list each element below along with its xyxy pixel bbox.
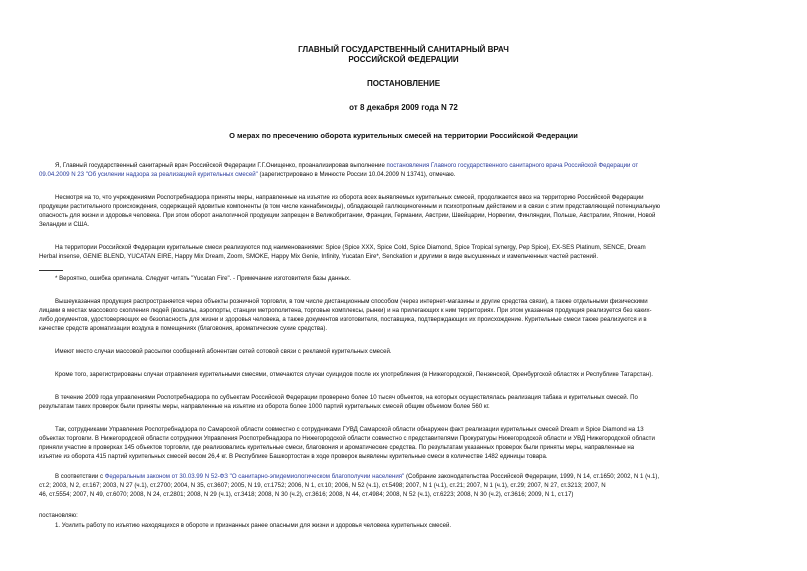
authority-line-2: РОССИЙСКОЙ ФЕДЕРАЦИИ (348, 55, 459, 64)
legal-basis-text: В соответствии с (55, 473, 105, 480)
paragraph-6: Кроме того, зарегистрированы случаи отравления курительными смесями, отмечаются случаи суицидов после их употребления (в Нижегородской, Пензенской, Оренбургской областях и Республике Татарстан). (55, 371, 653, 378)
legal-basis-text: (Собрание законодательства Российской Федерации, 1999, N 14, ст.1650; 2002, N 1 (ч.1), (404, 473, 660, 480)
footnote: * Вероятно, ошибка оригинала. Следует читать "Yucatan Fire". - Примечание изготовителя базы данных. (55, 275, 351, 282)
paragraph-7-line: результатам таких проверок были приняты меры, направленные на изъятие из оборота более 1000 партий курительных смесей общим объемом более 560 кг. (39, 403, 490, 410)
paragraph-4-line: Вышеуказанная продукция распространяется через объекты розничной торговли, в том числе дистанционным способом (через интернет-магазины и другие средства связи), а также отдельными физическими (55, 298, 648, 305)
legal-basis-line: ст.2; 2003, N 2, ст.167; 2003, N 27 (ч.1), ст.2700; 2004, N 35, ст.3607; 2005, N 19, ст.1752; 2006, N 1, ст.10; 2006, N 52 (ч.1), ст.5498; 2007, N 1 (ч.1), ст.21; 2007, N 1 (ч.1), ст.29; 2007, N 27, ст.3213; 2007, N (39, 482, 606, 489)
paragraph-5: Имеют место случаи массовой рассылки сообщений абонентам сетей сотовой связи с рекламой курительных смесей. (55, 348, 392, 355)
paragraph-8-line: приняли участие в проверках 145 объектов торговли, где реализовались курительные смеси, благовония и ароматические средства. По результатам указанных проверок были приняты меры, направленные на (39, 444, 635, 451)
preamble-line-1 (55, 161, 638, 170)
paragraph-8-line: объектах торговли. В Нижегородской области сотрудники Управления Роспотребнадзора по Нижегородской области совместно с представителями Прокуратуры Нижегородской области и УВД Нижегородской области (39, 435, 655, 442)
paragraph-3-line: На территории Российской Федерации курительные смеси реализуются под наименованиями: Spice (Spice XXX, Spice Cold, Spice Diamond, Spice Tropical synergy, Pep Spice), EX-SES Platinum, SENCE, Dream (55, 244, 646, 251)
legal-basis-line: 46, ст.5554; 2007, N 49, ст.6070; 2008, N 24, ст.2801; 2008, N 29 (ч.1), ст.3418; 2008, N 30 (ч.2), ст.3616; 2008, N 44, ст.4984; 2008, N 52 (ч.1), ст.6223; 2008, N 30 (ч.2), ст.3616; 2009, N 1, ст.17) (39, 491, 574, 498)
document-title: О мерах по пресечению оборота курительных смесей на территории Российской Федерации (229, 131, 578, 140)
preamble-line-2 (39, 170, 455, 179)
paragraph-3-line: Herbal insense, GENIE BLEND, YUCATAN EIRE, Happy Mix Dream, Zoom, SMOKE, Happy Mix Genie, Infinity, Yucatan Eire*, Senckation и другими в виде высушенных и измельченных частей растений. (39, 253, 599, 260)
legal-basis-line-1 (55, 472, 659, 481)
paragraph-4-line: качестве средств ароматизации воздуха в помещениях (благовония, ароматические сухие средства). (39, 325, 328, 332)
footnote-separator (39, 270, 63, 271)
paragraph-4-line: либо документов, удостоверяющих ее безопасность для жизни и здоровья человека, а также документов изготовителя, поставщика, подтверждающих их происхождение. Курительные смеси также реализуются и в (39, 316, 647, 323)
paragraph-2-line: Зеландии и США. (39, 221, 90, 228)
preamble-text: Я, Главный государственный санитарный врач Российской Федерации Г.Г.Онищенко, проанализировав выполнение (55, 162, 387, 169)
paragraph-8-line: Так, сотрудниками Управления Роспотребнадзора по Самарской области совместно с сотрудниками ГУВД Самарской области обнаружен факт реализации курительных смесей Dream и Spice Diamond на 13 (55, 426, 644, 433)
authority-line-1: ГЛАВНЫЙ ГОСУДАРСТВЕННЫЙ САНИТАРНЫЙ ВРАЧ (298, 45, 509, 54)
resolution-link-continued[interactable]: 09.04.2009 N 23 "Об усилении надзора за реализацией курительных смесей" (39, 171, 258, 178)
resolution-item-1: 1. Усилить работу по изъятию находящихся в обороте и признанных ранее опасными для жизни и здоровья человека курительных смесей. (55, 522, 452, 529)
federal-law-link[interactable]: Федеральным законом от 30.03.99 N 52-ФЗ "О санитарно-эпидемиологическом благополучии населения" (104, 473, 405, 480)
resolves-label: постановляю: (39, 512, 78, 519)
paragraph-7-line: В течение 2009 года управлениями Роспотребнадзора по субъектам Российской Федерации проверено более 10 тысяч объектов, на которых осуществлялась реализация табака и курительных смесей. По (55, 394, 638, 401)
document-date: от 8 декабря 2009 года N 72 (349, 103, 458, 112)
paragraph-4-line: лицами в местах массового скопления людей (вокзалы, аэропорты, станции метрополитена, торговые комплексы, рынки) и на прилегающих к ним территориях. При этом указанная продукция реализуется без каких- (39, 307, 652, 314)
paragraph-2-line: продукции растительного происхождения, содержащей ядовитые компоненты (в том числе каннабиноиды), обладающей галлюциногенным и психотропным действием и в связи с этим представляющей потенциальную (39, 203, 661, 210)
resolution-link[interactable]: постановления Главного государственного санитарного врача Российской Федерации от (386, 162, 639, 169)
paragraph-8-line: изъятие из оборота 415 партий курительных смесей весом 26,4 кг. В Республике Башкортостан в ходе проверок выявлены курительные смеси в количестве 1482 единицы товара. (39, 453, 548, 460)
paragraph-2-line: Несмотря на то, что учреждениями Роспотребнадзора приняты меры, направленные на изъятие из оборота всех выявляемых курительных смесей, продолжается ввоз на территорию Российской Федерации (55, 194, 644, 201)
document-type: ПОСТАНОВЛЕНИЕ (366, 79, 441, 88)
paragraph-2-line: опасность для жизни и здоровья человека. При этом оборот аналогичной продукции запрещен в Великобритании, Франции, Германии, Австрии, Швейцарии, Норвегии, Финляндии, Польше, Австралии, Японии, Новой (39, 212, 656, 219)
preamble-text: (зарегистрировано в Минюсте России 10.04.2009 N 13741), отмечаю. (257, 171, 456, 178)
